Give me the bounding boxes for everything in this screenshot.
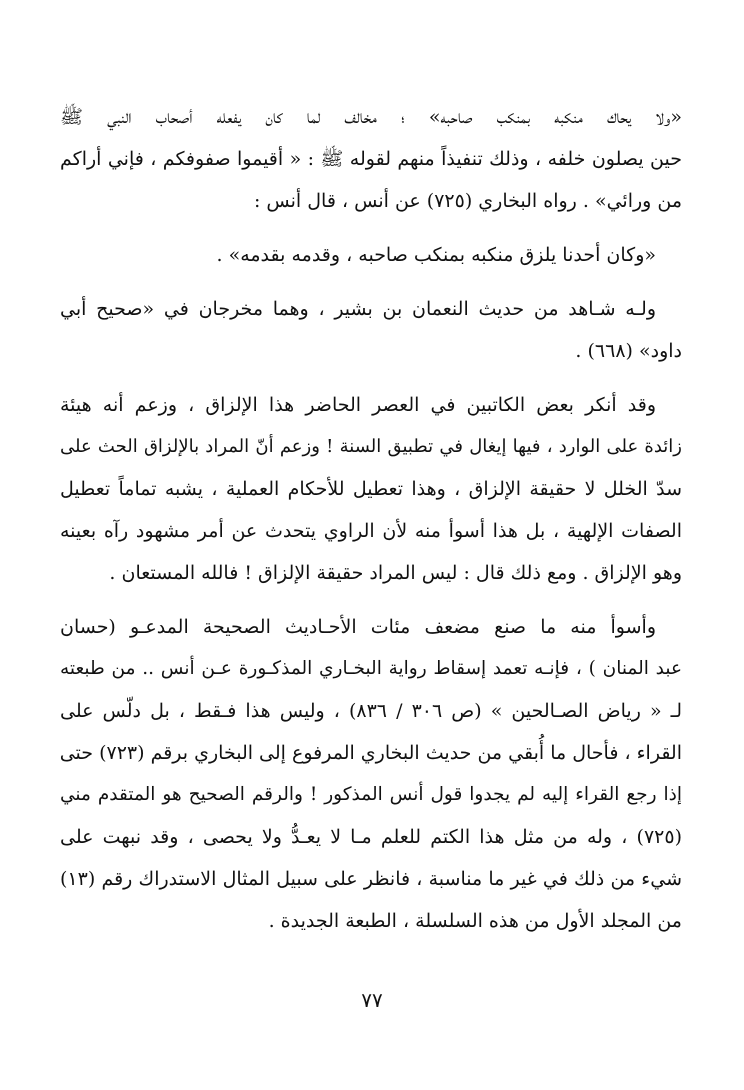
text-line: إذا رجع القراء إليه لم يجدوا قول أنس المذكور ! والرقم الصحيح هو المتقدم مني [60, 784, 682, 805]
text-line: سدّ الخلل لا حقيقة الإلزاق ، وهذا تعطيل للأحكام العملية ، يشبه تماماً تعطيل [60, 478, 682, 500]
text-line: داود» (٦٦٨) . [575, 340, 682, 362]
text-line: من المجلد الأول من هذه السلسلة ، الطبعة الجديدة . [268, 910, 682, 932]
text-line: (٧٢٥) ، وله من مثل هذا الكتم للعلم مـا لا يعـدُّ ولا يحصى ، وقد نبهت على [60, 826, 682, 848]
paragraph [60, 288, 682, 372]
paragraph [60, 96, 682, 222]
text-line: شيء من ذلك في غير ما مناسبة ، فانظر على سبيل المثال الاستدراك رقم (١٣) [60, 868, 682, 890]
text-line: «ولا يحاك منكبه بمنكب صاحبه» ؛ مخالف لما كان يفعله أصحاب النبي ﷺ [60, 106, 682, 128]
text-line: حين يصلون خلفه ، وذلك تنفيذاً منهم لقوله ﷺ : « أقيموا صفوفكم ، فإني أراكم [60, 148, 682, 170]
paragraph-gap [60, 276, 682, 288]
paragraph-gap [60, 222, 682, 234]
paragraph [60, 234, 682, 276]
text-line: الصفات الإلهية ، بل هذا أسوأ منه لأن الراوي يتحدث عن أمر مشهود رآه بعينه [60, 520, 682, 542]
page-number: ٧٧ [361, 988, 383, 1012]
text-line: القراء ، فأحال ما أُبقي من حديث البخاري المرفوع إلى البخاري برقم (٧٢٣) حتى [60, 742, 682, 764]
text-line: وقد أنكر بعض الكاتبين في العصر الحاضر هذا الإلزاق ، وزعم أنه هيئة [60, 394, 656, 416]
paragraph-gap [60, 372, 682, 384]
text-line: وأسوأ منه ما صنع مضعف مئات الأحـاديث الصحيحة المدعـو (حسان [60, 616, 656, 638]
text-line: زائدة على الوارد ، فيها إيغال في تطبيق السنة ! وزعم أنّ المراد بالإلزاق الحث على [60, 436, 682, 457]
text-line: «وكان أحدنا يلزق منكبه بمنكب صاحبه ، وقدمه بقدمه» . [216, 244, 656, 266]
paragraph [60, 384, 682, 594]
paragraph-gap [60, 594, 682, 606]
text-line: عبد المنان ) ، فإنـه تعمد إسقاط رواية البخـاري المذكـورة عـن أنس .. من طبعته [60, 658, 682, 679]
body-text [60, 96, 682, 942]
paragraph [60, 606, 682, 942]
text-line: من ورائي» . رواه البخاري (٧٢٥) عن أنس ، قال أنس : [253, 190, 682, 212]
text-line: وهو الإلزاق . ومع ذلك قال : ليس المراد حقيقة الإلزاق ! فالله المستعان . [109, 562, 682, 584]
text-line: ولـه شـاهد من حديث النعمان بن بشير ، وهما مخرجان في «صحيح أبي [60, 298, 656, 320]
text-line: لـ « رياض الصـالحين » (ص ٣٠٦ / ٨٣٦) ، وليس هذا فـقط ، بل دلّس على [60, 700, 682, 722]
